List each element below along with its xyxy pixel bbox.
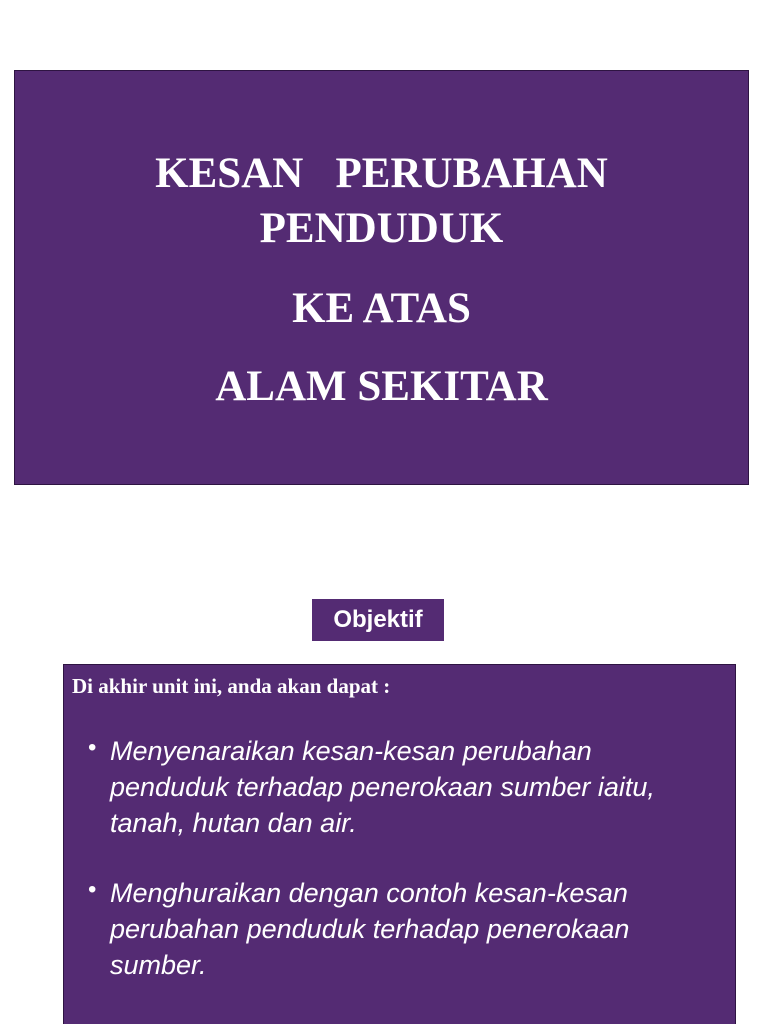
bullet-line: tanah, hutan dan air. [110, 808, 357, 838]
bullet-marker: • [88, 734, 97, 761]
objective-bullet-1 [88, 733, 718, 841]
bullet-text [110, 733, 718, 841]
bullet-line: Menghuraikan dengan contoh kesan-kesan [110, 878, 628, 908]
objective-bullet-2 [88, 875, 718, 983]
bullet-line: Menyenaraikan kesan-kesan perubahan [110, 736, 592, 766]
title-slide [14, 70, 749, 485]
objective-slide [63, 664, 736, 1024]
bullet-line: perubahan penduduk terhadap penerokaan [110, 914, 630, 944]
bullet-text [110, 875, 718, 983]
title-line-2: PENDUDUK [259, 205, 504, 252]
title-line-3: KE ATAS [292, 285, 471, 332]
title-line-4: ALAM SEKITAR [215, 363, 548, 410]
objektif-heading: Objektif [312, 599, 444, 641]
bullet-line: penduduk terhadap penerokaan sumber iaitu, [110, 772, 655, 802]
title-line-1: KESAN PERUBAHAN [155, 150, 608, 197]
bullet-line: sumber. [110, 950, 207, 980]
objective-intro: Di akhir unit ini, anda akan dapat : [72, 674, 391, 698]
bullet-marker: • [88, 876, 97, 903]
